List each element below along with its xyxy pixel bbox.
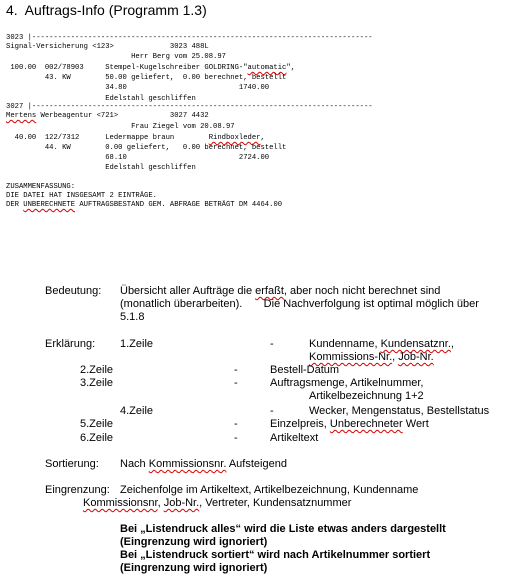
erklaerung-label: Erklärung: [45,338,96,350]
erklaerung-dash: - [270,405,274,417]
sortierung-label: Sortierung: [45,458,99,470]
erklaerung-zeile: 3.Zeile [80,377,114,389]
eingrenzung-label: Eingrenzung: [45,484,110,496]
report-line: 100.00 002/78903 Stempel-Kugelschreiber GOLDRING-"automatic", [6,64,296,72]
erklaerung-text: Artikelbezeichnung 1+2 [309,390,424,402]
report-line: Edelstahl geschliffen [6,95,196,103]
erklaerung-text: Kundenname, Kundensatznr., [309,338,454,350]
erklaerung-text: Einzelpreis, Unberechneter Wert [270,418,429,430]
bedeutung-text: (monatlich überarbeiten). Die Nachverfolgung ist optimal möglich über [120,298,479,310]
erklaerung-text: Wecker, Mengenstatus, Bestellstatus [309,405,490,417]
bedeutung-text: 5.1.8 [120,311,145,323]
erklaerung-text: Auftragsmenge, Artikelnummer, [270,377,424,389]
note-text: (Eingrenzung wird ignoriert) [120,562,268,574]
erklaerung-text: Bestell-Datum [270,364,340,376]
note-text: Bei „Listendruck alles“ wird die Liste etwas anders dargestellt [120,523,446,535]
report-line: Frau Ziegel vom 20.08.97 [6,123,235,131]
report-line: 44. KW 0.00 geliefert, 0.00 berechnet, bestellt [6,144,287,152]
report-line: 3027 |------------------------------------------------------------------------------- [6,103,373,111]
bedeutung-label: Bedeutung: [45,285,102,297]
erklaerung-dash: - [234,377,238,389]
erklaerung-dash: - [234,364,238,376]
erklaerung-text: Artikeltext [270,432,319,444]
report-line: Mertens Werbeagentur <721> 3027 4432 [6,112,209,120]
eingrenzung-text: Zeichenfolge im Artikeltext, Artikelbezeichnung, Kundenname [120,484,419,496]
erklaerung-zeile: 1.Zeile [120,338,154,350]
erklaerung-zeile: 2.Zeile [80,364,114,376]
report-line: Signal-Versicherung <123> 3023 488L [6,43,209,51]
erklaerung-dash: - [234,418,238,430]
erklaerung-zeile: 6.Zeile [80,432,114,444]
erklaerung-zeile: 4.Zeile [120,405,154,417]
note-text: Bei „Listendruck sortiert“ wird nach Artikelnummer sortiert [120,549,431,561]
report-line: 40.00 122/7312 Ledermappe braun Rindboxleder, [6,134,265,142]
sortierung-text: Nach Kommissionsnr. Aufsteigend [120,458,287,470]
erklaerung-dash: - [270,338,274,350]
erklaerung-dash: - [234,432,238,444]
report-line: DER UNBERECHNETE AUFTRAGSBESTAND GEM. ABFRAGE BETRÄGT DM 4464.00 [6,201,283,209]
report-line: DIE DATEI HAT INSGESAMT 2 EINTRÄGE. [6,192,157,200]
erklaerung-text: Kommissions-Nr., Job-Nr. [309,351,434,363]
report-line: 34.80 1740.00 [6,84,270,92]
note-text: (Eingrenzung wird ignoriert) [120,536,268,548]
report-line: ZUSAMMENFASSUNG: [6,183,76,191]
report-line: Herr Berg vom 25.08.97 [6,53,226,61]
eingrenzung-text: Kommissionsnr, Job-Nr., Vertreter, Kundensatznummer [83,497,352,509]
report-line: Edelstahl geschliffen [6,164,196,172]
report-line: 68.10 2724.00 [6,154,270,162]
page-title: 4. Auftrags-Info (Programm 1.3) [6,2,207,18]
bedeutung-text: Übersicht aller Aufträge die erfaßt, aber noch nicht berechnet sind [120,285,441,297]
report-line: 43. KW 50.00 geliefert, 0.00 berechnet, bestellt [6,74,287,82]
report-line: 3023 |------------------------------------------------------------------------------- [6,34,373,42]
erklaerung-zeile: 5.Zeile [80,418,114,430]
